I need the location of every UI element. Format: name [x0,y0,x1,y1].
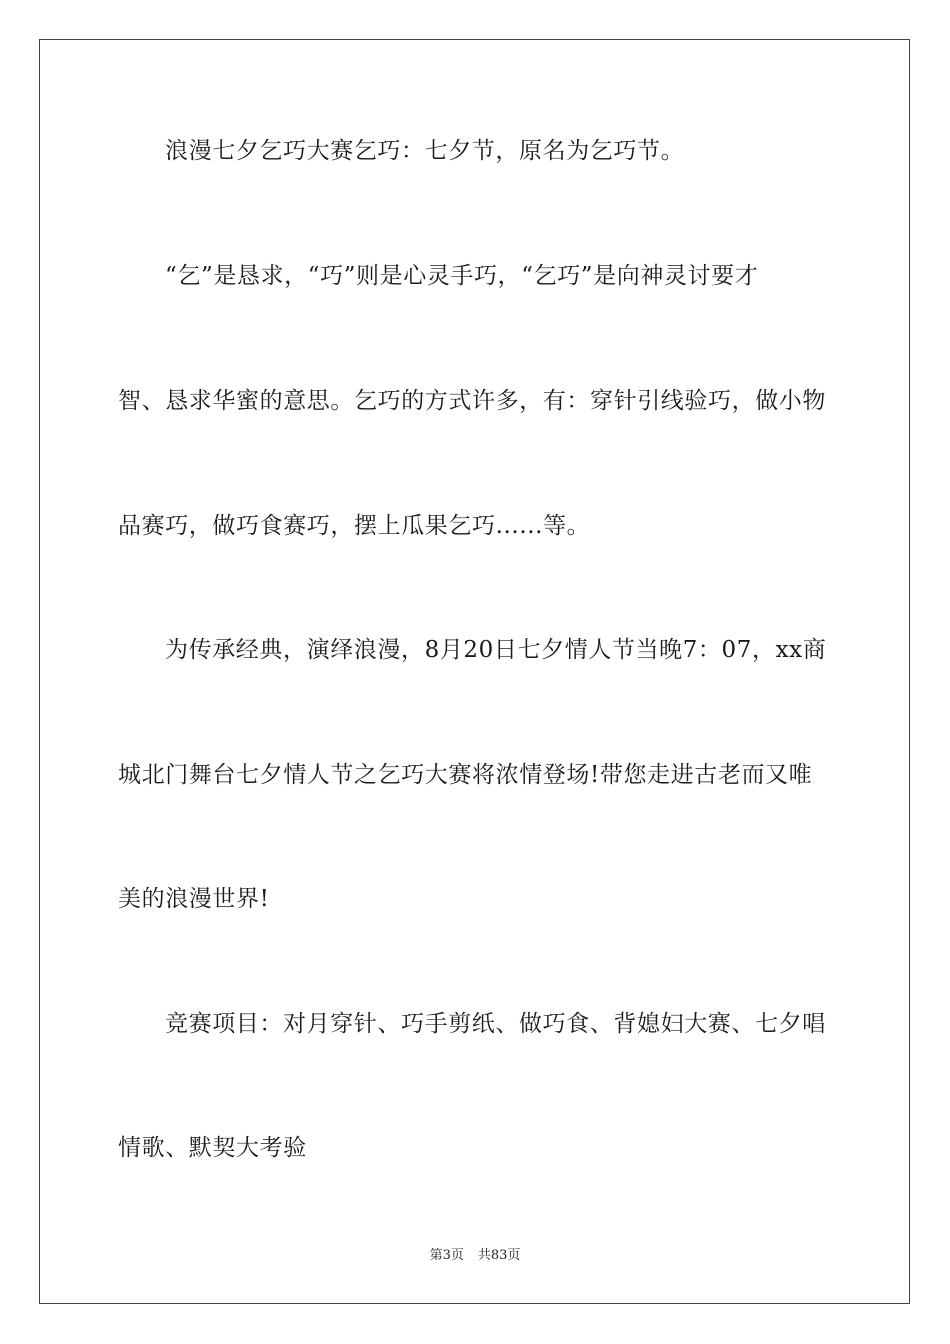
paragraph-line: 智、恳求华蜜的意思。乞巧的方式许多，有：穿针引线验巧，做小物 [118,388,826,414]
paragraph-line: 浪漫七夕乞巧大赛乞巧：七夕节，原名为乞巧节。 [165,138,685,164]
paragraph-line: 情歌、默契大考验 [118,1135,307,1161]
current-page-number: 第3页 [429,1248,464,1263]
page-footer [0,1247,950,1265]
page-border [39,39,910,1304]
paragraph-line: 城北门舞台七夕情人节之乞巧大赛将浓情登场!带您走进古老而又唯 [118,762,813,788]
total-page-count: 共83页 [477,1248,521,1263]
paragraph-line: 美的浪漫世界! [118,886,270,912]
paragraph-line: 品赛巧，做巧食赛巧，摆上瓜果乞巧......等。 [118,513,591,539]
paragraph-line: 为传承经典，演绎浪漫，8月20日七夕情人节当晚7：07，xx商 [165,637,827,663]
paragraph-line: 竞赛项目：对月穿针、巧手剪纸、做巧食、背媳妇大赛、七夕唱 [165,1011,826,1037]
paragraph-line: “乞”是恳求，“巧”则是心灵手巧，“乞巧”是向神灵讨要才 [165,263,759,289]
